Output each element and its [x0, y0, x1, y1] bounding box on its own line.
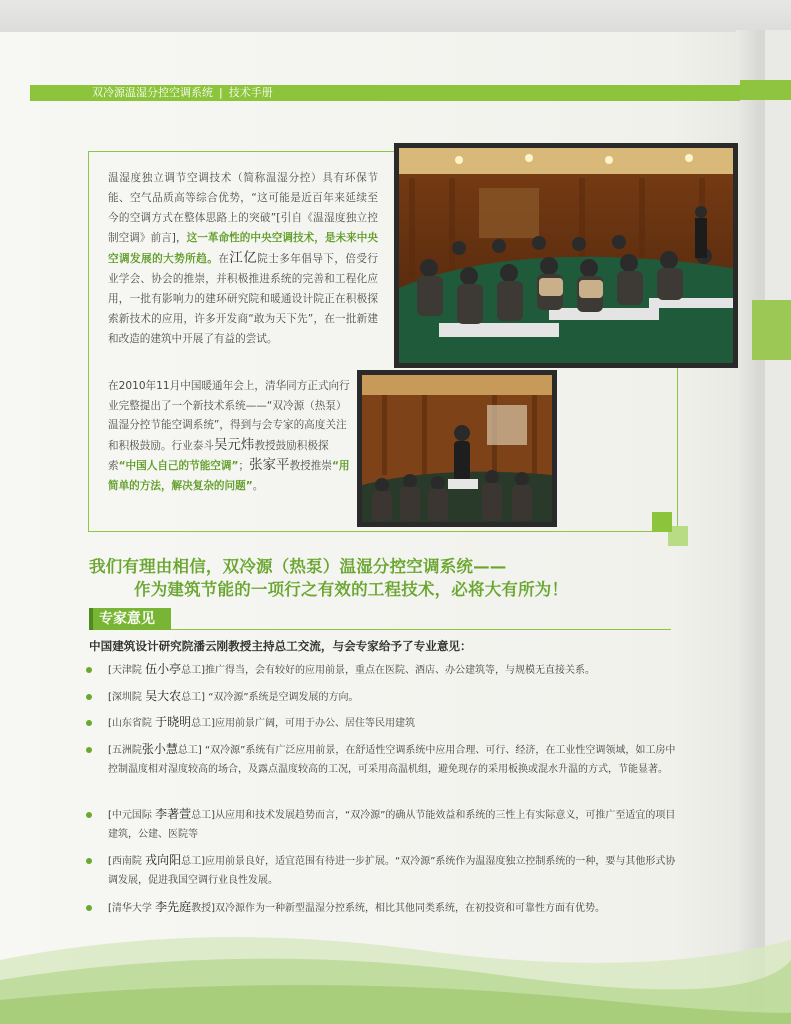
footer-wave-decoration: [0, 900, 791, 1024]
bullet-icon: [86, 720, 92, 726]
bullet-icon: [86, 667, 92, 673]
opinion-prefix: [清华大学: [108, 903, 156, 914]
section-divider: [171, 629, 671, 630]
opinion-prefix: [天津院: [108, 665, 146, 676]
person-name-jiang: 江亿: [229, 250, 258, 266]
expert-name: 于晓明: [155, 715, 192, 729]
expert-name: 李先庭: [155, 900, 192, 914]
slogan-line-2: 作为建筑节能的一项行之有效的工程技术，必将大有所为！: [134, 580, 569, 599]
expert-name: 李著萱: [155, 807, 192, 821]
slogan-line-1: 我们有理由相信，双冷源（热泵）温湿分控空调系统——: [89, 557, 507, 576]
second-text-2: 教授鼓励积极探索: [108, 439, 329, 472]
opinion-text: 总工] “双冷源”系统是空调发展的方向。: [181, 692, 359, 703]
opinion-prefix: [深圳院: [108, 692, 146, 703]
opinion-text: 总工]推广得当，会有较好的应用前景，重点在医院、酒店、办公建筑等，与规模无直接关系。: [181, 665, 596, 676]
bullet-icon: [86, 812, 92, 818]
decorative-square: [652, 512, 672, 532]
opinion-text: 总工] “双冷源”系统有广泛应用前景，在舒适性空调系统中应用合理、可行、经济，在工业性空调领域，如工房中控制温度相对湿度较高的场合，及露点温度较高的工况，可采用高温机组，避免现存的采用板换或混水升温的方式，节能显著。: [108, 745, 676, 775]
person-name-wu: 吴元炜: [213, 436, 255, 453]
opinion-text: 教授]双冷源作为一种新型温湿分控系统，相比其他同类系统，在初投资和可靠性方面有优势。: [191, 903, 606, 914]
quote-energy-saving: “中国人自己的节能空调”: [118, 460, 239, 472]
person-name-zhang: 张家平: [249, 457, 290, 473]
next-page-green-patch: [752, 300, 791, 360]
conference-photo-large: [394, 143, 738, 368]
second-text-4: 教授推崇: [289, 460, 332, 472]
intro-text-2b: 院士多年倡导下，倍受行业学会、协会的推崇，并积极推进系统的完善和工程化应用，一批有影响力的建环研究院和暖通设计院正在积极探索新技术的应用，许多开发商“敢为天下先”，在一批新建和改造的建筑中开展了有益的尝试。: [108, 253, 379, 345]
opinion-prefix: [中元国际: [108, 810, 156, 821]
opinion-prefix: [西南院: [108, 856, 146, 867]
intro-text-1: 温湿度独立调节空调技术（简称温湿分控）具有环保节能、空气品质高等综合优势，“这可能是近百年来延续至今的空调方式在整体思路上的突破”[引自《温湿度独立控制空调》前言]，: [108, 172, 378, 244]
conference-photo-large-image: [399, 148, 733, 363]
bullet-icon: [86, 858, 92, 864]
expert-name: 戎向阳: [145, 853, 182, 867]
opinion-prefix: [山东省院: [108, 718, 156, 729]
opinion-text: 总工]应用前景良好，适宜范围有待进一步扩展。“双冷源”系统作为温湿度独立控制系统的一种，要与其他形式协调发展，促进我国空调行业良性发展。: [108, 856, 676, 886]
bullet-icon: [86, 747, 92, 753]
intro-text-2a: 在: [218, 253, 230, 265]
expert-name: 吴大农: [145, 689, 182, 703]
header-subtitle: 技术手册: [228, 86, 273, 99]
bullet-icon: [86, 694, 92, 700]
expert-name: 张小慧: [141, 742, 178, 756]
second-text-5: 。: [252, 479, 264, 492]
quote-simple-method: “用简单的方法，解决复杂的问题”: [108, 460, 350, 492]
opinion-text: 总工]应用前景广阔，可用于办公、居住等民用建筑: [191, 718, 416, 729]
section-tag-expert-opinions: 专家意见: [89, 608, 171, 630]
header-title: 双冷源温湿分控空调系统: [92, 86, 213, 99]
header-bar: [30, 85, 740, 101]
next-page-edge: [765, 30, 791, 1024]
section-intro: 中国建筑设计研究院潘云刚教授主持总工交流，与会专家给予了专业意见：: [89, 639, 472, 653]
second-text-3: ；: [238, 460, 250, 472]
intro-paragraph: [108, 168, 378, 349]
conference-photo-small: [357, 370, 557, 527]
expert-name: 伍小亭: [145, 662, 182, 676]
opinion-prefix: [五洲院: [108, 745, 142, 756]
conference-photo-small-image: [362, 375, 552, 522]
second-paragraph: [108, 377, 354, 496]
header-bar-continuation: [740, 80, 791, 100]
opinion-text: 总工]从应用和技术发展趋势而言，“双冷源”的确从节能效益和系统的三性上有实际意义，可推广至适宜的项目建筑，公建、医院等: [108, 810, 676, 840]
top-shadow-band: [0, 0, 791, 32]
header-separator: |: [219, 86, 223, 99]
intro-highlight: 这一革命性的中央空调技术，是未来中央空调发展的大势所趋。: [108, 232, 379, 265]
second-text-1: 在2010年11月中国暖通年会上，清华同方正式向行业完整提出了一个新技术系统——“双冷源（热泵）温湿分控节能空调系统”，得到与会专家的高度关注和积极鼓励。行业泰斗: [108, 380, 350, 452]
